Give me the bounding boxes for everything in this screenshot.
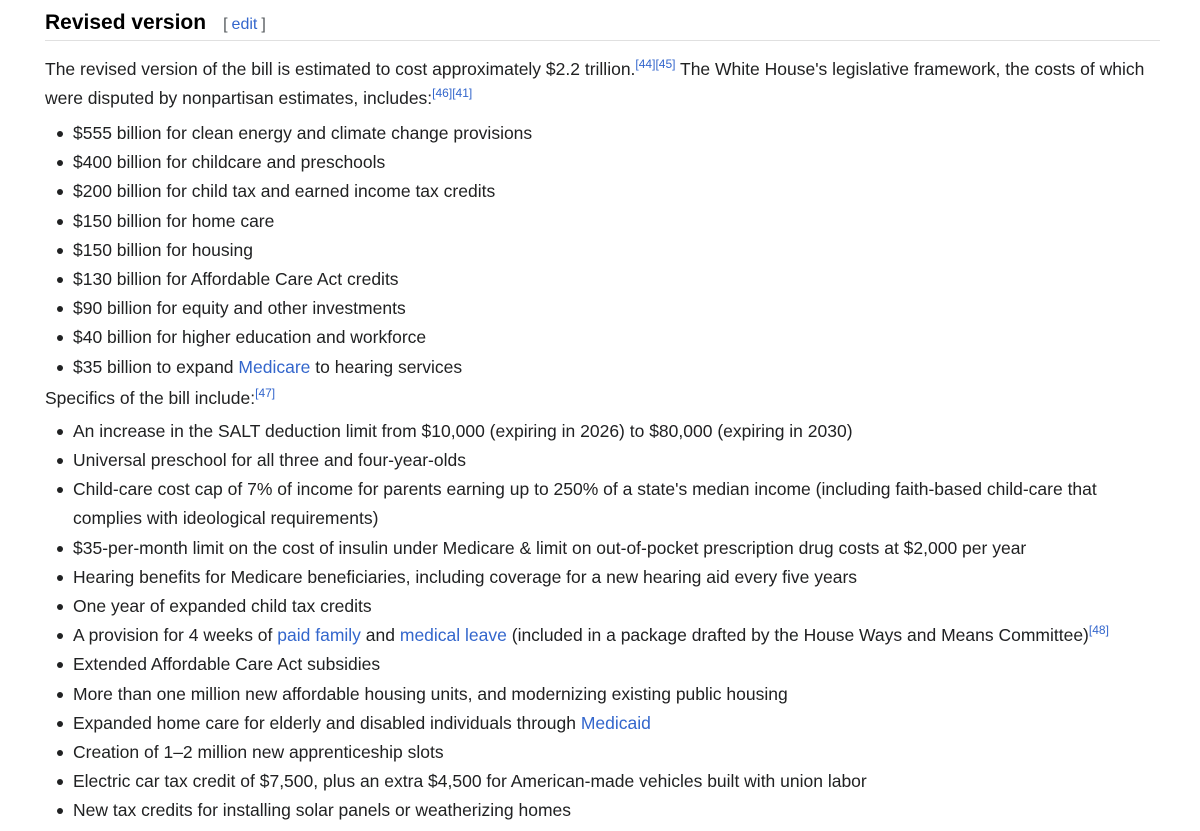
list-item-text: Extended Affordable Care Act subsidies xyxy=(73,654,381,675)
citation-47-link[interactable]: [47] xyxy=(255,386,276,400)
specifics-list xyxy=(45,417,1160,826)
list-item-text: $555 billion for clean energy and climate change provisions xyxy=(73,123,533,143)
bullet-icon xyxy=(57,808,63,814)
bullet-icon xyxy=(57,458,63,464)
edit-bracket-open: [ xyxy=(223,16,228,33)
list-item xyxy=(73,446,1160,475)
list-item xyxy=(73,738,1160,767)
list-item xyxy=(73,534,1160,563)
cost-list xyxy=(45,119,1160,382)
section-heading-row xyxy=(45,6,1160,41)
citation-44[interactable] xyxy=(635,57,655,71)
bullet-icon xyxy=(57,662,63,668)
citation-48-link[interactable]: [48] xyxy=(1088,623,1109,638)
medicaid-link[interactable]: Medicaid xyxy=(580,712,651,733)
bullet-icon xyxy=(57,633,63,639)
intro-paragraph xyxy=(45,55,1160,113)
list-item-text: $200 billion for child tax and earned income tax credits xyxy=(73,181,496,202)
section-title: Revised version xyxy=(45,11,207,34)
list-item-text: Universal preschool for all three and four-year-olds xyxy=(73,450,466,471)
citation-45[interactable] xyxy=(655,57,675,71)
bullet-icon xyxy=(57,219,63,225)
citation-46-link[interactable]: [46] xyxy=(432,86,453,101)
list-item-text: Hearing benefits for Medicare beneficiaries, including coverage for a new hearing aid every five years xyxy=(73,566,858,587)
medicare-link[interactable]: Medicare xyxy=(238,356,311,377)
list-item-text: $35 billion to expand xyxy=(73,356,239,377)
list-item xyxy=(73,796,1160,825)
bullet-icon xyxy=(57,160,63,166)
list-item xyxy=(73,265,1160,294)
bullet-icon xyxy=(57,306,63,312)
citation-41[interactable] xyxy=(452,86,472,100)
list-item-text: $150 billion for housing xyxy=(73,239,253,260)
list-item-text: $130 billion for Affordable Care Act credits xyxy=(73,269,399,290)
list-item xyxy=(73,323,1160,352)
list-item xyxy=(73,119,1160,148)
bullet-icon xyxy=(57,750,63,756)
specifics-text: Specifics of the bill include: xyxy=(45,387,256,408)
bullet-icon xyxy=(57,131,63,137)
citation-48[interactable] xyxy=(1089,623,1109,637)
bullet-icon xyxy=(57,248,63,254)
list-item xyxy=(73,207,1160,236)
edit-section-link[interactable]: edit xyxy=(231,16,258,33)
citation-45-link[interactable]: [45] xyxy=(655,57,676,72)
bullet-icon xyxy=(57,277,63,283)
edit-section xyxy=(223,8,266,42)
list-item-text: Electric car tax credit of $7,500, plus an extra $4,500 for American-made vehicles built with union labor xyxy=(73,771,867,792)
list-item-text: and xyxy=(360,625,400,646)
list-item-text: An increase in the SALT deduction limit from $10,000 (expiring in 2026) to $80,000 (expiring in 2030) xyxy=(73,420,853,441)
list-item-text: One year of expanded child tax credits xyxy=(73,596,372,617)
bullet-icon xyxy=(57,365,63,371)
bullet-icon xyxy=(57,779,63,785)
bullet-icon xyxy=(57,487,63,493)
list-item xyxy=(73,353,1160,382)
citation-47[interactable] xyxy=(255,386,275,400)
list-item xyxy=(73,680,1160,709)
list-item xyxy=(73,650,1160,679)
bullet-icon xyxy=(57,546,63,552)
specifics-paragraph xyxy=(45,382,1160,414)
list-item xyxy=(73,563,1160,592)
list-item-text: $40 billion for higher education and workforce xyxy=(73,327,427,348)
intro-text-1: The revised version of the bill is estimated to cost approximately $2.2 trillion. xyxy=(45,59,636,79)
list-item-text: $400 billion for childcare and preschools xyxy=(73,152,386,173)
citation-46[interactable] xyxy=(432,86,452,100)
list-item xyxy=(73,475,1160,533)
list-item xyxy=(73,709,1160,738)
list-item-text: $150 billion for home care xyxy=(73,210,275,231)
intro-text-2: The White House's legislative framework, the costs of which were disputed by nonpartisan estimates, includes: xyxy=(45,59,1145,108)
bullet-icon xyxy=(57,604,63,610)
medical-leave-link[interactable]: medical leave xyxy=(399,625,507,646)
bullet-icon xyxy=(57,189,63,195)
paid-family-link[interactable]: paid family xyxy=(277,625,361,646)
list-item xyxy=(73,177,1160,206)
edit-bracket-close: ] xyxy=(261,16,266,33)
list-item xyxy=(73,294,1160,323)
list-item xyxy=(73,767,1160,796)
bullet-icon xyxy=(57,575,63,581)
bullet-icon xyxy=(57,692,63,698)
list-item-text: $35-per-month limit on the cost of insulin under Medicare & limit on out-of-pocket prescription drug costs at $2,000 per year xyxy=(73,537,1027,558)
list-item-text: to hearing services xyxy=(310,356,463,377)
bullet-icon xyxy=(57,721,63,727)
list-item-text: Expanded home care for elderly and disabled individuals through xyxy=(73,712,581,733)
list-item xyxy=(73,621,1160,650)
bullet-icon xyxy=(57,429,63,435)
list-item-text: A provision for 4 weeks of xyxy=(73,625,278,646)
list-item xyxy=(73,148,1160,177)
list-item-text: Child-care cost cap of 7% of income for parents earning up to 250% of a state's median income (including faith-based child-care that complies with ideological requirements) xyxy=(73,479,1097,529)
citation-44-link[interactable]: [44] xyxy=(635,57,656,72)
list-item-text: $90 billion for equity and other investments xyxy=(73,298,406,319)
list-item-text: More than one million new affordable housing units, and modernizing existing public housing xyxy=(73,683,788,704)
list-item xyxy=(73,592,1160,621)
list-item-text: (included in a package drafted by the House Ways and Means Committee) xyxy=(506,625,1089,646)
list-item-text: New tax credits for installing solar panels or weatherizing homes xyxy=(73,800,572,821)
list-item-text: Creation of 1–2 million new apprenticeship slots xyxy=(73,742,444,763)
bullet-icon xyxy=(57,335,63,341)
citation-41-link[interactable]: [41] xyxy=(452,86,473,101)
list-item xyxy=(73,417,1160,446)
list-item xyxy=(73,236,1160,265)
